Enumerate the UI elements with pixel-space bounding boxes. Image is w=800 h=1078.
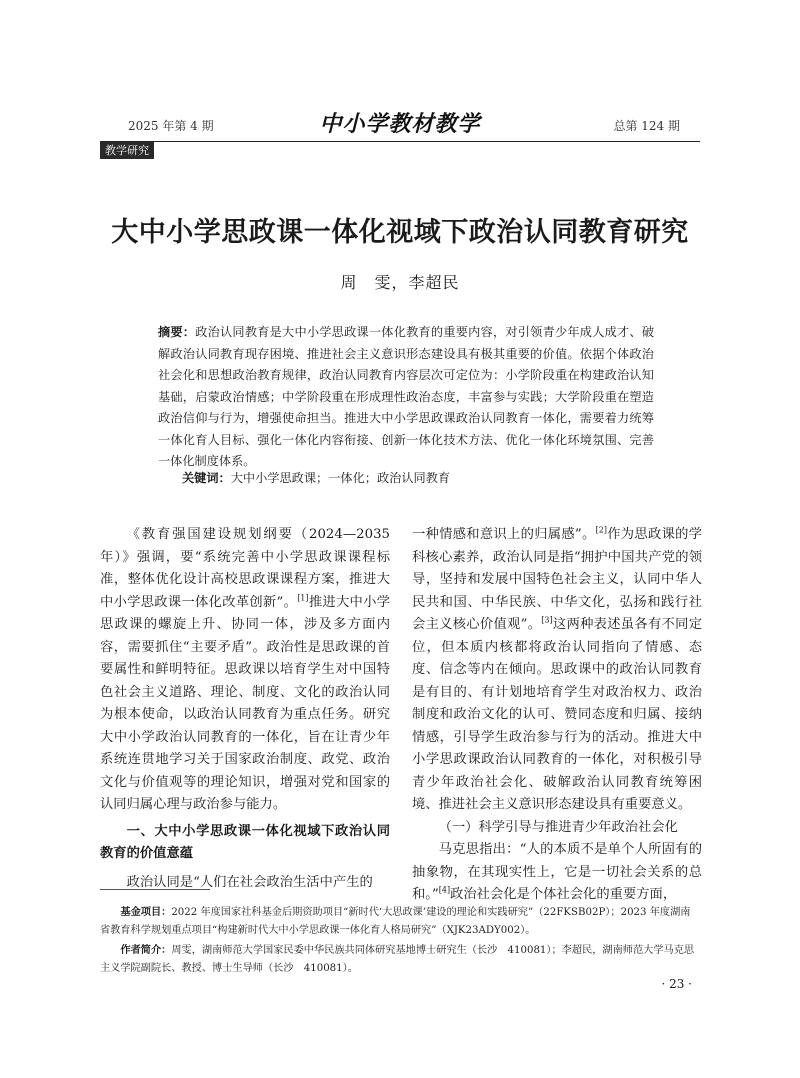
abstract-text: 政治认同教育是大中小学思政课一体化教育的重要内容，对引领青少年成人成才、破解政治认同教育现存困境、推进社会主义意识形态建设具有极其重要的价值。依据个体政治社会化和思想政治教育规律，政治认同教育内容层次可定位为：小学阶段重在构建政治认知基础，启蒙政治情感；中学阶段重在形成理性政治态度，丰富参与实践；大学阶段重在塑造政治信仰与行为，增强使命担当。推进大中小学思政课政治认同教育一体化，需要着力统筹一体化育人目标、强化一体化内容衔接、创新一体化技术方法、优化一体化环境氛围、完善一体化制度体系。 <box>158 325 655 468</box>
citation: [2] <box>595 525 607 535</box>
header-rule <box>100 141 700 142</box>
body-paragraph: 《教育强国建设规划纲要（2024—2035 年）》强调，要“系统完善中小学思政课课程标准，整体优化设计高校思政课课程方案，推进大中小学思政课一体化改革创新”。[1]推进大中小学思政课的螺旋上升、协同一体，涉及多方面内容，需要抓住“主要矛盾”。政治性是思政课的首要属性和鲜明特征。思政课以培育学生对中国特色社会主义道路、理论、制度、文化的政治认同为根本使命，以政治认同教育为重点任务。研究大中小学政治认同教育的一体化，旨在让青少年系统连贯地学习关于国家政治制度、政党、政治文化与价值观等的理论知识，增强对党和国家的认同归属心理与政治参与能力。 <box>100 527 390 812</box>
keywords <box>182 468 652 489</box>
body-paragraph: 政治认同是“人们在社会政治生活中产生的 <box>126 874 373 890</box>
footnote-rule <box>100 889 210 890</box>
citation: [3] <box>541 615 553 625</box>
page-number: · 23 · <box>661 977 692 991</box>
body-paragraph: 马克思指出：“人的本质不是单个人所固有的抽象物，在其现实性上，它是一切社会关系的总和。”[4]政治社会化是个体社会化的重要方面， <box>412 842 702 902</box>
citation: [1] <box>297 593 309 603</box>
abstract-label: 摘要： <box>158 325 196 339</box>
body-paragraph: 一种情感和意识上的归属感”。[2]作为思政课的学科核心素养，政治认同是指“拥护中国共产党的领导，坚持和发展中国特色社会主义，认同中华人民共和国、中华民族、中华文化，弘扬和践行社会主义核心价值观”。[3]这两种表述虽各有不同定位，但本质内核都将政治认同指向了情感、态度、信念等内在倾向。思政课中的政治认同教育是有目的、有计划地培育学生对政治权力、政治制度和政治文化的认可、赞同态度和归属、接纳情感，引导学生政治参与行为的活动。推进大中小学思政课政治认同教育的一体化，对积极引导青少年政治社会化、破解政治认同教育统筹困境、推进社会主义意识形态建设具有重要意义。 <box>412 525 702 812</box>
section-tag: 教学研究 <box>100 142 154 159</box>
fund-note: 基金项目：2022 年度国家社科基金后期资助项目“新时代‘大思政课’建设的理论和实践研究”（22FKSB02P）；2023 年度湖南省教育科学规划重点项目“构建新时代大中小学思政课一体化育人格局研究”（XJK23ADY002）。 <box>100 907 691 936</box>
author-note: 作者简介：周雯，湖南师范大学国家民委中华民族共同体研究基地博士研究生（长沙 410081）；李超民，湖南师范大学马克思主义学院副院长、教授、博士生导师（长沙 410081）。 <box>100 945 695 974</box>
article-authors: 周 雯，李超民 <box>340 273 460 292</box>
footnotes <box>100 904 700 980</box>
total-issue-label: 总第 124 期 <box>613 119 680 133</box>
journal-logo: 中小学教材教学 <box>319 111 481 137</box>
keywords-label: 关键词： <box>182 471 231 485</box>
body-column-right <box>412 524 702 907</box>
article-title: 大中小学思政课一体化视域下政治认同教育研究 <box>111 217 689 248</box>
abstract <box>158 322 654 473</box>
subsection-heading: （一）科学引导与推进青少年政治社会化 <box>438 819 678 835</box>
keywords-text: 大中小学思政课；一体化；政治认同教育 <box>230 471 451 485</box>
section-heading: 一、大中小学思政课一体化视域下政治认同教育的价值意蕴 <box>100 823 390 861</box>
body-column-left <box>100 524 390 894</box>
citation: [4] <box>438 885 451 895</box>
issue-label: 2025 年第 4 期 <box>128 119 214 133</box>
